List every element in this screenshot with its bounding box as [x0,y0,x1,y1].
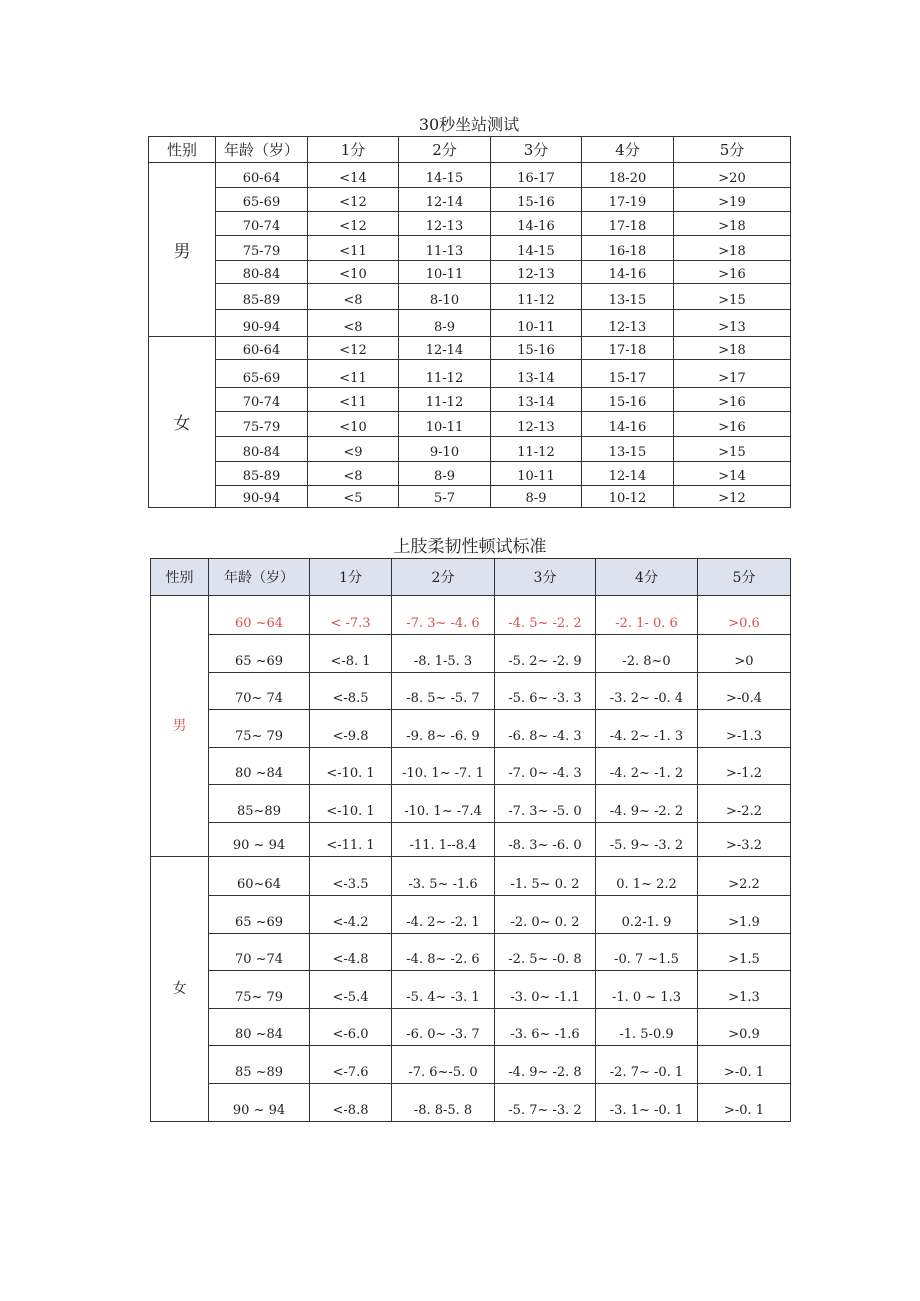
table1-title: 30秒坐站测试 [418,115,520,134]
table-row [151,823,791,857]
score-cell: <-4.8 [310,934,392,971]
table-row [149,388,791,412]
score-cell: 13-14 [491,360,582,388]
age-cell: 80-84 [216,437,308,462]
score-cell: >-1.3 [698,710,791,748]
score-cell: <8 [308,310,399,337]
age-cell: 85-89 [216,462,308,486]
score-cell: 18-20 [582,163,674,188]
score-cell: <-8.8 [310,1084,392,1122]
score-cell: >-2.2 [698,785,791,823]
score-cell: 13-15 [582,284,674,310]
score-cell: >1.9 [698,896,791,934]
header-cell: 1分 [308,137,399,163]
table-row [149,337,791,360]
score-cell: 9-10 [399,437,491,462]
score-cell: >1.5 [698,934,791,971]
table-row [151,785,791,823]
header-cell: 1分 [310,559,392,596]
score-cell: -10. 1~ -7. 1 [392,748,495,785]
score-cell: <5 [308,486,399,508]
age-cell: 80 ~84 [209,748,310,785]
score-cell: >16 [674,261,791,284]
score-cell: -7. 3~ -5. 0 [495,785,596,823]
score-cell: >18 [674,212,791,236]
header-cell: 性别 [149,137,216,163]
score-cell: -8. 1-5. 3 [392,635,495,673]
header-cell: 3分 [491,137,582,163]
header-cell: 5分 [674,137,791,163]
score-cell: -4. 8~ -2. 6 [392,934,495,971]
table-row [151,934,791,971]
age-cell: 75~ 79 [209,971,310,1009]
score-cell: >13 [674,310,791,337]
score-cell: >12 [674,486,791,508]
score-cell: <-10. 1 [310,748,392,785]
table-row [151,1009,791,1046]
score-cell: -2. 5~ -0. 8 [495,934,596,971]
header-cell: 2分 [392,559,495,596]
score-cell: >2.2 [698,857,791,896]
age-cell: 90-94 [216,486,308,508]
score-cell: 14-16 [582,261,674,284]
age-cell: 65 ~69 [209,896,310,934]
table-row [149,212,791,236]
score-cell: -4. 9~ -2. 2 [596,785,698,823]
score-cell: -0. 7 ~1.5 [596,934,698,971]
score-cell: 13-14 [491,388,582,412]
age-cell: 80 ~84 [209,1009,310,1046]
score-cell: 12-13 [399,212,491,236]
score-cell: 17-18 [582,212,674,236]
score-cell: 15-16 [582,388,674,412]
score-cell: <-8.5 [310,673,392,710]
score-cell: <-11. 1 [310,823,392,857]
table-row [149,188,791,212]
score-cell: -5. 6~ -3. 3 [495,673,596,710]
score-cell: -4. 2~ -1. 3 [596,710,698,748]
gender-cell: 女 [151,857,209,1122]
table-row [149,360,791,388]
age-cell: 65-69 [216,188,308,212]
age-cell: 65-69 [216,360,308,388]
table-row [151,971,791,1009]
score-cell: -2. 1- 0. 6 [596,596,698,635]
score-cell: -5. 2~ -2. 9 [495,635,596,673]
score-cell: -10. 1~ -7.4 [392,785,495,823]
age-cell: 75-79 [216,236,308,261]
score-cell: <12 [308,337,399,360]
score-cell: -7. 0~ -4. 3 [495,748,596,785]
score-cell: >18 [674,337,791,360]
score-cell: 15-16 [491,337,582,360]
score-cell: 12-14 [582,462,674,486]
score-cell: 5-7 [399,486,491,508]
score-cell: -4. 9~ -2. 8 [495,1046,596,1084]
score-cell: 10-11 [399,412,491,437]
score-cell: >-0.4 [698,673,791,710]
score-cell: >15 [674,437,791,462]
score-cell: 8-9 [491,486,582,508]
age-cell: 70 ~74 [209,934,310,971]
table-row [151,1046,791,1084]
score-cell: -1. 5-0.9 [596,1009,698,1046]
table-row [149,437,791,462]
age-cell: 85~89 [209,785,310,823]
score-cell: >-1.2 [698,748,791,785]
score-cell: -3. 0~ -1.1 [495,971,596,1009]
score-cell: -1. 5~ 0. 2 [495,857,596,896]
flexibility-table [150,558,791,1122]
score-cell: 10-11 [399,261,491,284]
score-cell: 12-14 [399,337,491,360]
score-cell: -2. 0~ 0. 2 [495,896,596,934]
score-cell: <-5.4 [310,971,392,1009]
score-cell: -5. 9~ -3. 2 [596,823,698,857]
age-cell: 85-89 [216,284,308,310]
age-cell: 60-64 [216,163,308,188]
score-cell: <10 [308,412,399,437]
score-cell: 17-18 [582,337,674,360]
score-cell: 8-9 [399,310,491,337]
age-cell: 90 ~ 94 [209,823,310,857]
header-cell: 4分 [582,137,674,163]
score-cell: 16-18 [582,236,674,261]
score-cell: 12-13 [491,261,582,284]
score-cell: >-0. 1 [698,1046,791,1084]
score-cell: -4. 5~ -2. 2 [495,596,596,635]
score-cell: >16 [674,388,791,412]
score-cell: 12-14 [399,188,491,212]
score-cell: 10-12 [582,486,674,508]
score-cell: 10-11 [491,462,582,486]
table-row [151,710,791,748]
score-cell: -8. 8-5. 8 [392,1084,495,1122]
score-cell: -3. 2~ -0. 4 [596,673,698,710]
score-cell: < -7.3 [310,596,392,635]
score-cell: 0.2-1. 9 [596,896,698,934]
score-cell: 12-13 [491,412,582,437]
score-cell: >-3.2 [698,823,791,857]
header-row [149,137,791,163]
table2-title: 上肢柔韧性顿试标准 [393,537,547,557]
score-cell: -3. 6~ -1.6 [495,1009,596,1046]
score-cell: 8-9 [399,462,491,486]
score-cell: <-8. 1 [310,635,392,673]
score-cell: 17-19 [582,188,674,212]
score-cell: -11. 1--8.4 [392,823,495,857]
header-cell: 年龄（岁） [209,559,310,596]
table-row [151,748,791,785]
age-cell: 90-94 [216,310,308,337]
score-cell: -8. 5~ -5. 7 [392,673,495,710]
score-cell: -1. 0 ~ 1.3 [596,971,698,1009]
score-cell: <11 [308,360,399,388]
score-cell: 11-13 [399,236,491,261]
score-cell: <-6.0 [310,1009,392,1046]
table-row [149,462,791,486]
score-cell: -6. 0~ -3. 7 [392,1009,495,1046]
score-cell: >19 [674,188,791,212]
score-cell: >14 [674,462,791,486]
table-row [149,163,791,188]
score-cell: <10 [308,261,399,284]
score-cell: >1.3 [698,971,791,1009]
age-cell: 60-64 [216,337,308,360]
score-cell: <-7.6 [310,1046,392,1084]
table-row [149,412,791,437]
score-cell: <12 [308,212,399,236]
score-cell: <12 [308,188,399,212]
score-cell: 14-16 [582,412,674,437]
table-row [151,857,791,896]
score-cell: <-9.8 [310,710,392,748]
score-cell: >-0. 1 [698,1084,791,1122]
table-row [149,261,791,284]
score-cell: 8-10 [399,284,491,310]
age-cell: 70-74 [216,212,308,236]
score-cell: <9 [308,437,399,462]
score-cell: 16-17 [491,163,582,188]
score-cell: 12-13 [582,310,674,337]
table-row [151,1084,791,1122]
score-cell: -5. 4~ -3. 1 [392,971,495,1009]
score-cell: 14-15 [399,163,491,188]
age-cell: 70-74 [216,388,308,412]
score-cell: -9. 8~ -6. 9 [392,710,495,748]
gender-cell: 男 [149,163,216,337]
score-cell: <11 [308,388,399,412]
header-cell: 性别 [151,559,209,596]
age-cell: 70~ 74 [209,673,310,710]
score-cell: >20 [674,163,791,188]
score-cell: >16 [674,412,791,437]
table-row [151,596,791,635]
score-cell: <-10. 1 [310,785,392,823]
age-cell: 85 ~89 [209,1046,310,1084]
score-cell: -5. 7~ -3. 2 [495,1084,596,1122]
score-cell: -2. 8~0 [596,635,698,673]
header-cell: 年龄（岁） [216,137,308,163]
score-cell: <-3.5 [310,857,392,896]
score-cell: <-4.2 [310,896,392,934]
score-cell: 14-15 [491,236,582,261]
score-cell: -3. 5~ -1.6 [392,857,495,896]
score-cell: 13-15 [582,437,674,462]
score-cell: -4. 2~ -1. 2 [596,748,698,785]
score-cell: <11 [308,236,399,261]
table-row [151,896,791,934]
age-cell: 75-79 [216,412,308,437]
score-cell: -3. 1~ -0. 1 [596,1084,698,1122]
header-cell: 4分 [596,559,698,596]
score-cell: -7. 6~-5. 0 [392,1046,495,1084]
age-cell: 60~64 [209,857,310,896]
score-cell: >0.6 [698,596,791,635]
age-cell: 60 ~64 [209,596,310,635]
age-cell: 65 ~69 [209,635,310,673]
score-cell: 11-12 [399,360,491,388]
score-cell: >0.9 [698,1009,791,1046]
score-cell: 10-11 [491,310,582,337]
age-cell: 90 ~ 94 [209,1084,310,1122]
score-cell: >0 [698,635,791,673]
header-cell: 5分 [698,559,791,596]
age-cell: 75~ 79 [209,710,310,748]
score-cell: >15 [674,284,791,310]
score-cell: -4. 2~ -2. 1 [392,896,495,934]
age-cell: 80-84 [216,261,308,284]
score-cell: >18 [674,236,791,261]
table-row [151,673,791,710]
score-cell: 11-12 [491,437,582,462]
header-cell: 2分 [399,137,491,163]
score-cell: 11-12 [491,284,582,310]
score-cell: 0. 1~ 2.2 [596,857,698,896]
table-row [149,236,791,261]
score-cell: <8 [308,284,399,310]
score-cell: 11-12 [399,388,491,412]
score-cell: 15-16 [491,188,582,212]
score-cell: -7. 3~ -4. 6 [392,596,495,635]
score-cell: -6. 8~ -4. 3 [495,710,596,748]
sit-stand-table [148,136,791,508]
score-cell: -2. 7~ -0. 1 [596,1046,698,1084]
table-row [149,310,791,337]
header-row [151,559,791,596]
score-cell: 15-17 [582,360,674,388]
table-row [149,486,791,508]
score-cell: <14 [308,163,399,188]
score-cell: -8. 3~ -6. 0 [495,823,596,857]
gender-cell: 女 [149,337,216,508]
score-cell: <8 [308,462,399,486]
score-cell: 14-16 [491,212,582,236]
gender-cell: 男 [151,596,209,857]
score-cell: >17 [674,360,791,388]
table-row [149,284,791,310]
header-cell: 3分 [495,559,596,596]
table-row [151,635,791,673]
